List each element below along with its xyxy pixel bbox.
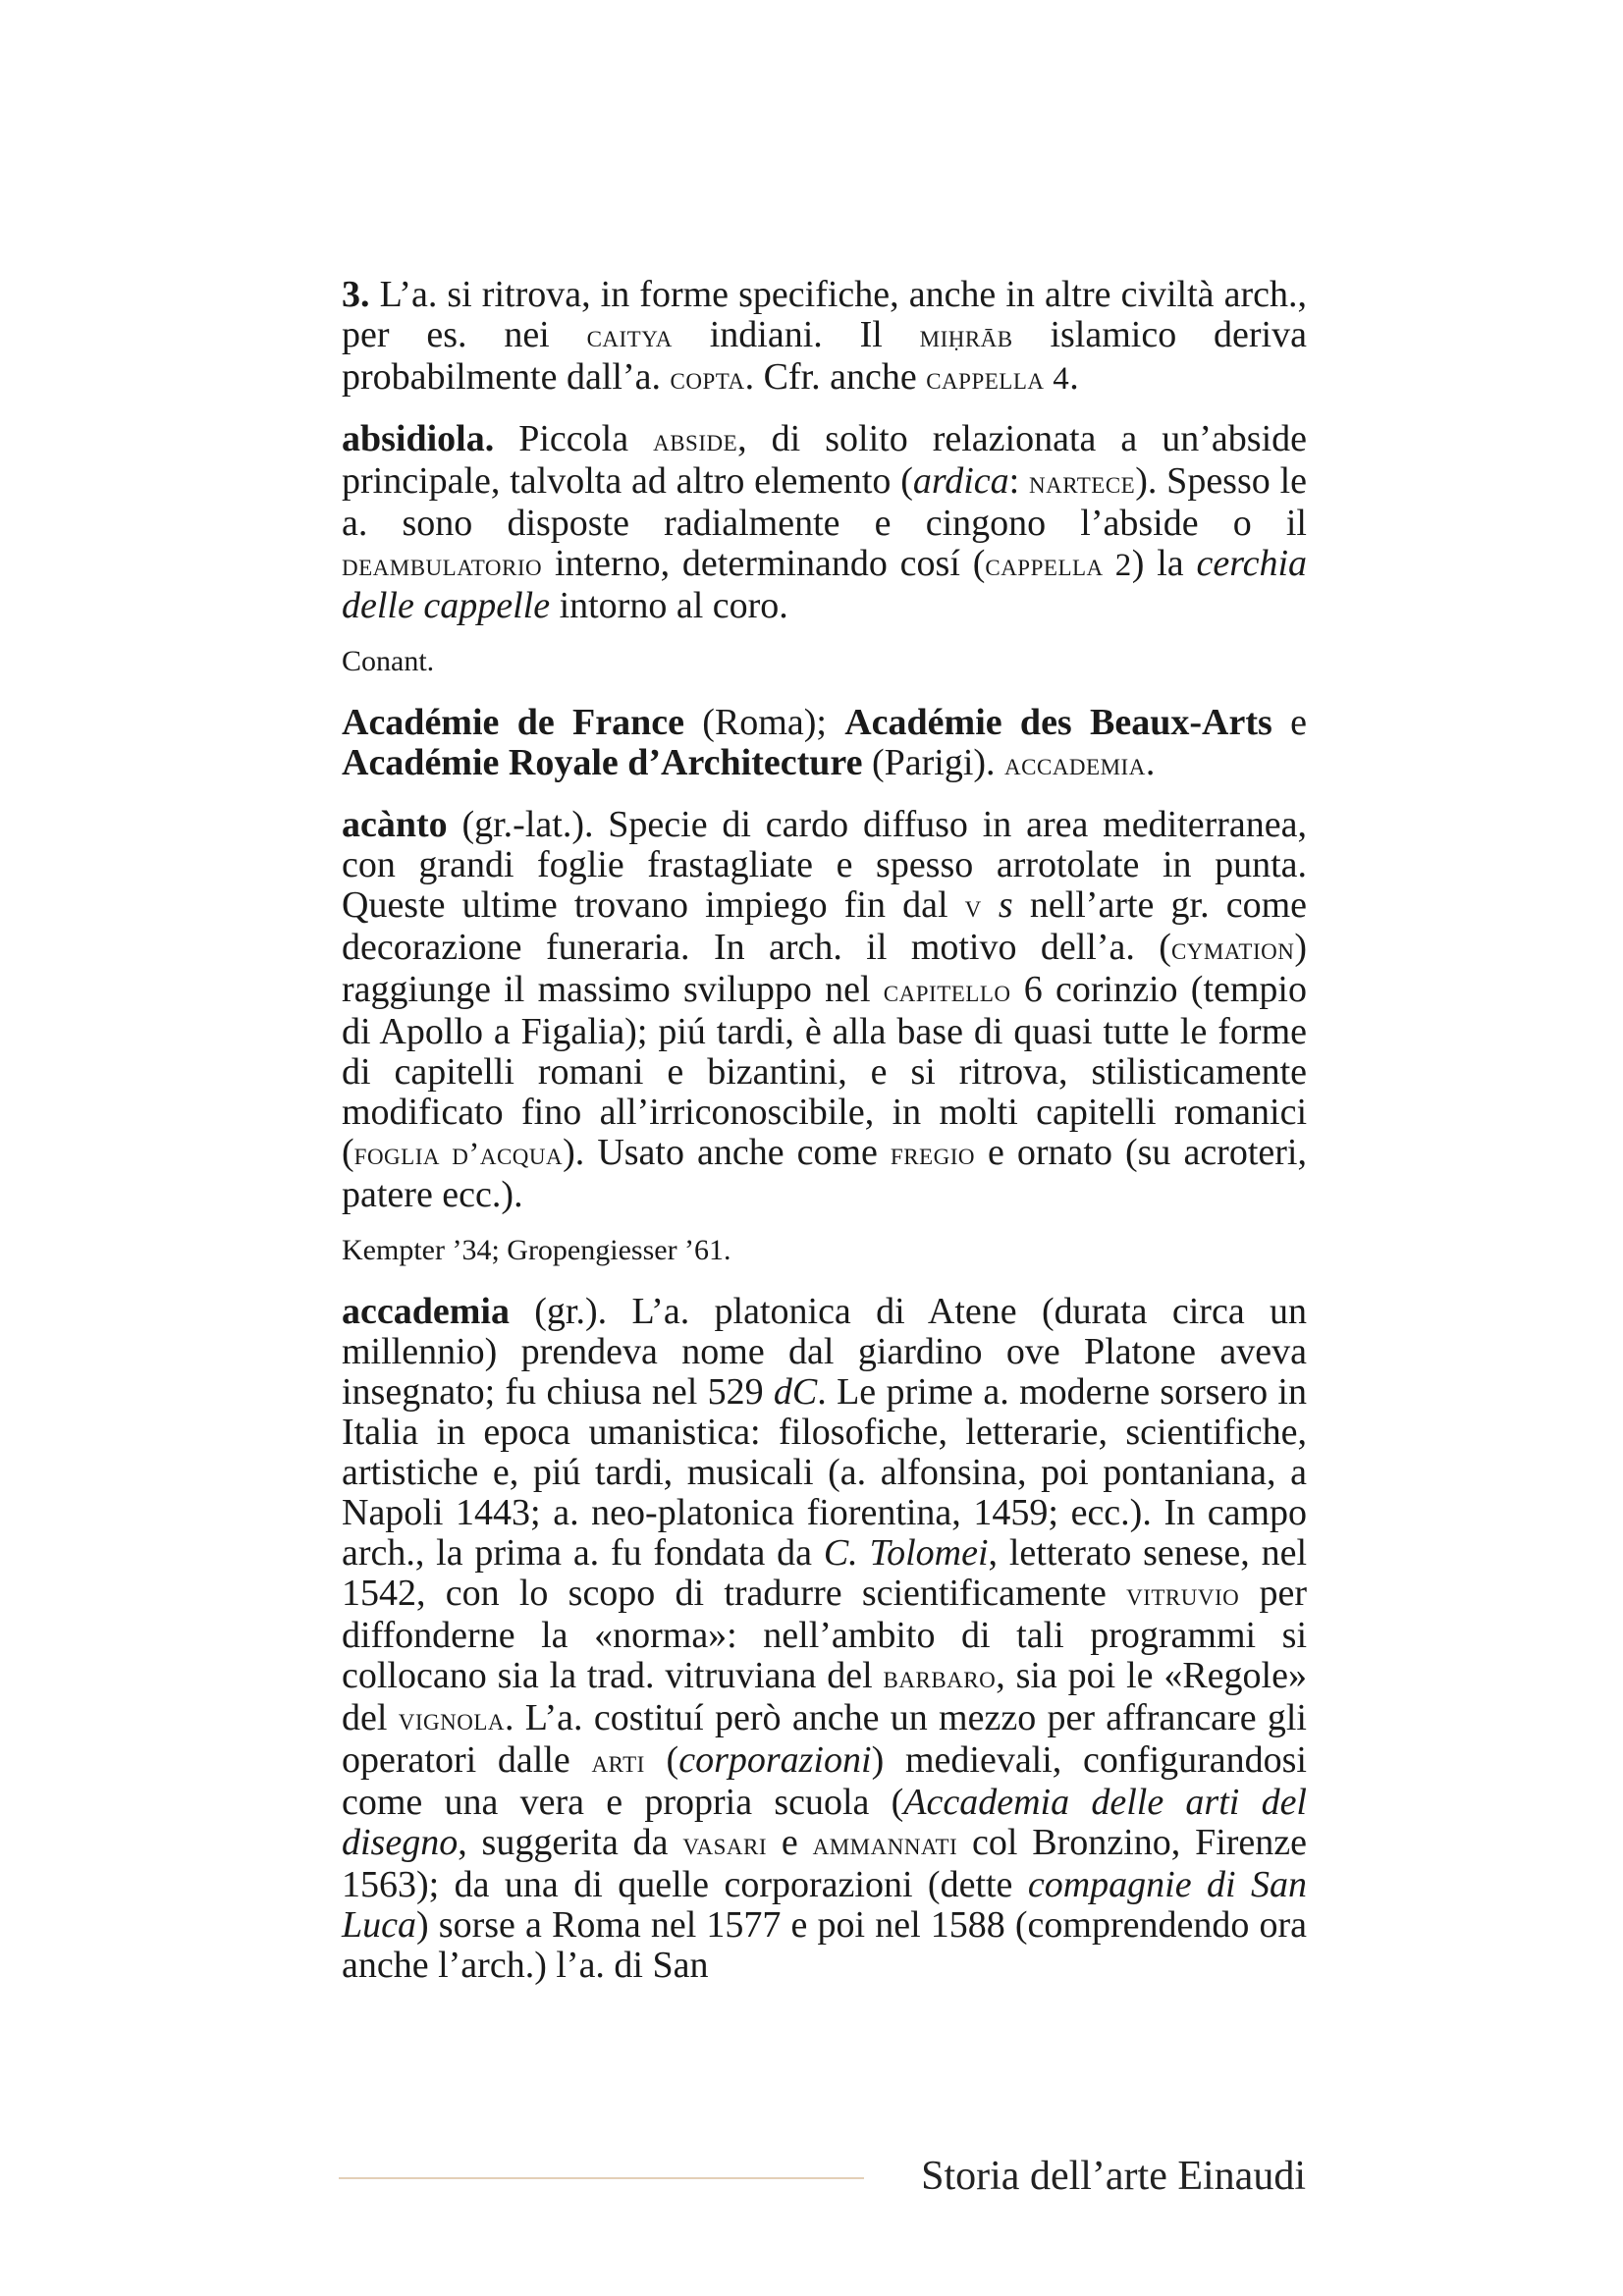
cross-ref-cappella: cappella 4 (926, 361, 1070, 397)
section-number: 3. (342, 274, 370, 315)
page-body (342, 275, 1307, 1986)
entry-absidiola: absidiola. Piccola abside, di solito relazionata a un’abside principale, talvolta ad altro elemento (ardica: nartece). Spesso le a. sono disposte radialmente e cingono l’abside o il deambulatorio interno, determinando cosí (cappella 2) la cerchia delle cappelle intorno al coro. (342, 418, 1308, 626)
cross-ref-abside: abside (653, 423, 738, 458)
cross-ref-copta: copta (670, 361, 745, 397)
cross-ref-mihrab: miḥrāb (919, 319, 1013, 354)
cross-ref-ammannati: ammannati (812, 1827, 958, 1862)
cross-ref-foglia-dacqua: foglia d’acqua (353, 1137, 564, 1172)
entry-abside-continued: 3. L’a. si ritrova, in forme specifiche, anche in altre civiltà arch., per es. nei caitya indiani. Il miḥrāb islamico deriva probabilmente dall’a. copta. Cfr. anche cappella 4. (342, 274, 1307, 398)
cross-ref-cappella-2: cappella 2 (985, 548, 1132, 583)
entry-academie: Académie de France (Roma); Académie des Beaux-Arts e Académie Royale d’Architecture (Parigi). accademia. (342, 702, 1307, 783)
headword-accademia: accademia (342, 1291, 510, 1332)
headword-academie-beaux-arts: Académie des Beaux-Arts (844, 702, 1272, 743)
footer-title: Storia dell’arte Einaudi (921, 2154, 1306, 2199)
cross-ref-capitello: capitello (883, 974, 1011, 1009)
entry-acanto: acànto (gr.-lat.). Specie di cardo diffuso in area mediterranea, con grandi foglie frastagliate e spesso arrotolate in punta. Queste ultime trovano impiego fin dal v s nell’arte gr. come decorazione funeraria. In arch. il motivo dell’a. (cymation) raggiunge il massimo sviluppo nel capitello 6 corinzio (tempio di Apollo a Figalia); piú tardi, è alla base di quasi tutte le forme di capitelli romani e bizantini, e si ritrova, stilisticamente modificato fino all’irriconoscibile, in molti capitelli romanici (foglia d’acqua). Usato anche come fregio e ornato (su acroteri, patere ecc.). (342, 804, 1308, 1215)
cross-ref-barbaro: barbaro (883, 1660, 997, 1695)
footer-rule (339, 2177, 864, 2179)
cross-ref-caitya: caitya (586, 319, 673, 354)
headword-acanto: acànto (342, 804, 448, 845)
cross-ref-accademia: accademia (1004, 747, 1146, 782)
cross-ref-vignola: vignola (398, 1702, 505, 1737)
cross-ref-cymation: cymation (1170, 932, 1295, 967)
bibliography-absidiola: Conant. (342, 645, 435, 677)
cross-ref-vitruvio: vitruvio (1126, 1577, 1240, 1613)
cross-ref-nartece: nartece (1029, 465, 1136, 501)
cross-ref-fregio: fregio (890, 1137, 975, 1172)
entry-accademia: accademia (gr.). L’a. platonica di Atene (durata circa un millennio) prendeva nome dal giardino ove Platone aveva insegnato; fu chiusa nel 529 dC. Le prime a. moderne sorsero in Italia in epoca umanistica: filosofiche, letterarie, scientifiche, artistiche e, piú tardi, musicali (a. alfonsina, poi pontaniana, a Napoli 1443; a. neo-platonica fiorentina, 1459; ecc.). In campo arch., la prima a. fu fondata da C. Tolomei, letterato senese, nel 1542, con lo scopo di tradurre scientificamente vitruvio per diffonderne la «norma»: nell’ambito di tali programmi si collocano sia la trad. vitruviana del barbaro, sia poi le «Regole» del vignola. L’a. costituí però anche un mezzo per affrancare gli operatori dalle arti (corporazioni) medievali, configurandosi come una vera e propria scuola (Accademia delle arti del disegno, suggerita da vasari e ammannati col Bronzino, Firenze 1563); da una di quelle corporazioni (dette compagnie di San Luca) sorse a Roma nel 1577 e poi nel 1588 (comprendendo ora anche l’arch.) l’a. di San (342, 1291, 1308, 1986)
headword-absidiola: absidiola. (342, 418, 495, 459)
cross-ref-deambulatorio: deambulatorio (342, 548, 543, 583)
bibliography-acanto: Kempter ’34; Gropengiesser ’61. (342, 1234, 731, 1266)
headword-academie-france: Académie de France (342, 702, 684, 743)
cross-ref-arti: arti (591, 1744, 645, 1780)
cross-ref-vasari: vasari (682, 1827, 768, 1862)
headword-academie-royale: Académie Royale d’Architecture (342, 742, 863, 783)
